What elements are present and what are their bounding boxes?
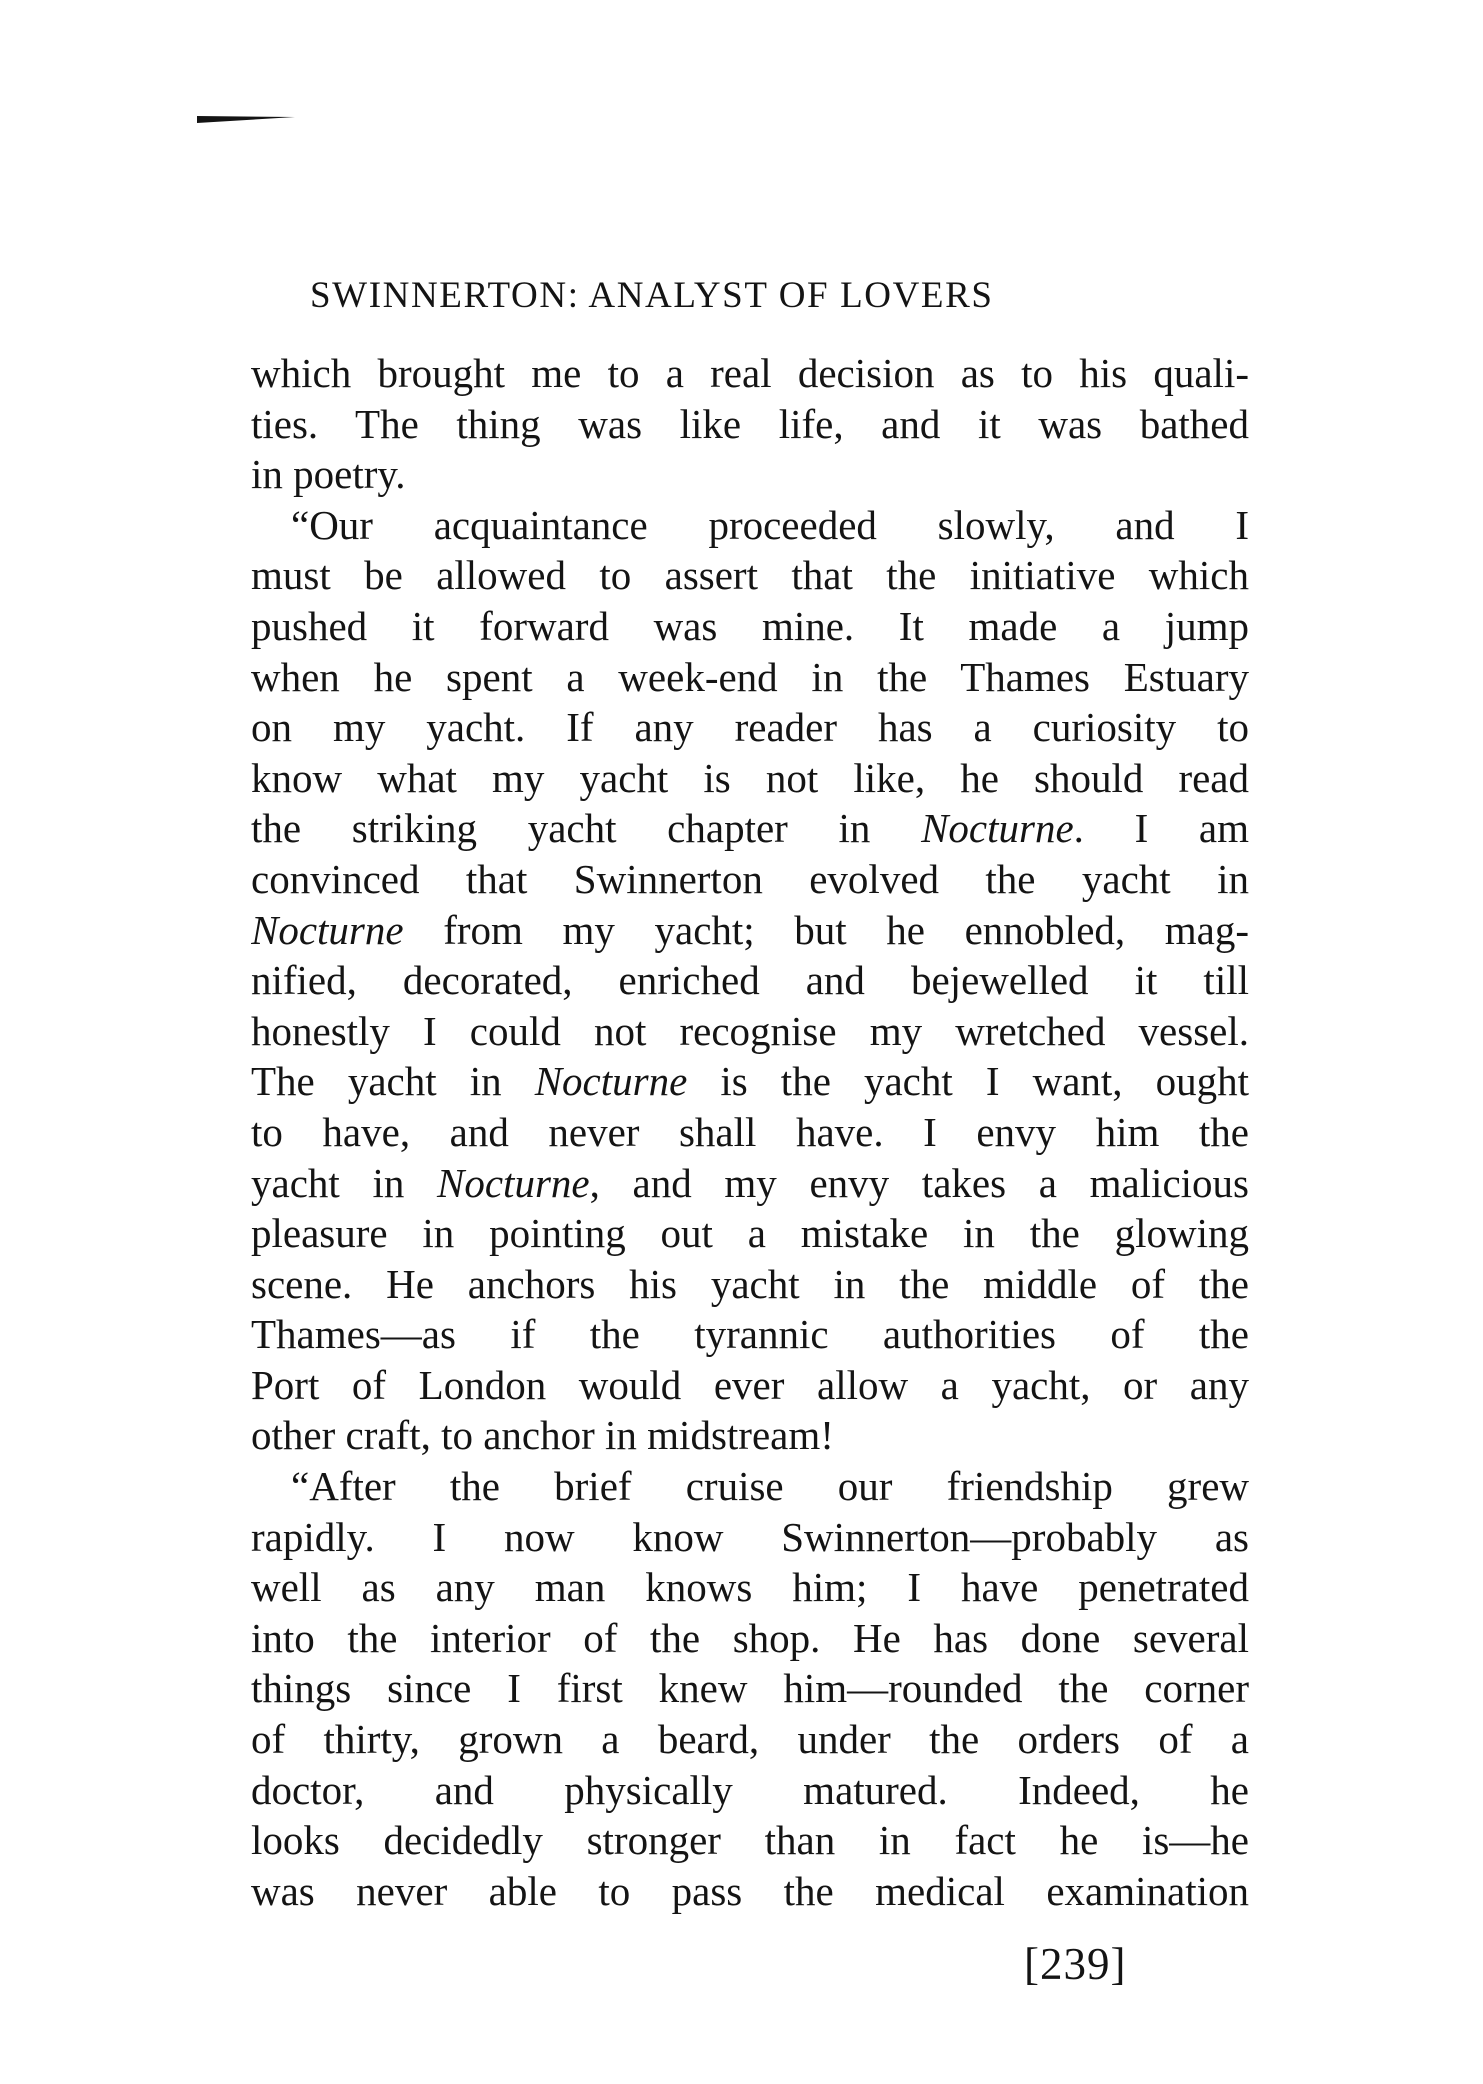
book-title: Nocturne bbox=[437, 1159, 590, 1206]
body-text bbox=[251, 348, 1249, 1916]
text-line: the striking yacht chapter in Nocturne. I am bbox=[251, 805, 1249, 852]
text-line: scene. He anchors his yacht in the middle of the bbox=[251, 1260, 1249, 1307]
text-line: pleasure in pointing out a mistake in the glowing bbox=[251, 1210, 1249, 1257]
book-title: Nocturne bbox=[534, 1058, 688, 1105]
text-line: yacht in Nocturne, and my envy takes a malicious bbox=[251, 1159, 1249, 1206]
text-line: “After the brief cruise our friendship grew bbox=[291, 1463, 1249, 1510]
corner-mark bbox=[197, 112, 297, 126]
text-line: Thames—as if the tyrannic authorities of the bbox=[251, 1311, 1249, 1358]
book-title: Nocturne bbox=[921, 805, 1074, 852]
text-line: other craft, to anchor in midstream! bbox=[251, 1412, 834, 1459]
text-line: nified, decorated, enriched and bejewelled it till bbox=[251, 957, 1249, 1004]
text-line: in poetry. bbox=[251, 451, 406, 498]
text-line: honestly I could not recognise my wretched vessel. bbox=[251, 1007, 1249, 1054]
text-line: of thirty, grown a beard, under the orders of a bbox=[251, 1716, 1249, 1763]
text-line: The yacht in Nocturne is the yacht I want, ought bbox=[251, 1058, 1249, 1105]
text-line: convinced that Swinnerton evolved the yacht in bbox=[251, 855, 1249, 902]
text-line: things since I first knew him—rounded the corner bbox=[251, 1665, 1249, 1712]
text-line: well as any man knows him; I have penetrated bbox=[251, 1564, 1249, 1611]
text-line: when he spent a week-end in the Thames Estuary bbox=[251, 653, 1249, 700]
text-line: looks decidedly stronger than in fact he is—he bbox=[251, 1817, 1249, 1864]
text-line: which brought me to a real decision as to his quali- bbox=[251, 350, 1249, 396]
text-line: “Our acquaintance proceeded slowly, and I bbox=[291, 501, 1249, 548]
text-line: doctor, and physically matured. Indeed, he bbox=[251, 1766, 1249, 1813]
text-line: was never able to pass the medical examination bbox=[251, 1867, 1249, 1914]
text-line: ties. The thing was like life, and it was bathed bbox=[251, 400, 1249, 447]
text-line: into the interior of the shop. He has done several bbox=[251, 1614, 1249, 1661]
book-title: Nocturne bbox=[251, 906, 404, 953]
text-line: Nocturne from my yacht; but he ennobled, mag- bbox=[251, 906, 1249, 953]
text-line: Port of London would ever allow a yacht, or any bbox=[251, 1361, 1249, 1408]
text-line: on my yacht. If any reader has a curiosity to bbox=[251, 704, 1249, 751]
page-number: [239] bbox=[1024, 1939, 1127, 1989]
text-line: pushed it forward was mine. It made a jump bbox=[251, 602, 1249, 649]
text-line: know what my yacht is not like, he should read bbox=[251, 754, 1249, 801]
running-header: SWINNERTON: ANALYST OF LOVERS bbox=[310, 275, 994, 316]
text-line: must be allowed to assert that the initiative which bbox=[251, 552, 1249, 599]
text-line: rapidly. I now know Swinnerton—probably as bbox=[251, 1513, 1249, 1560]
text-line: to have, and never shall have. I envy him the bbox=[251, 1108, 1249, 1155]
